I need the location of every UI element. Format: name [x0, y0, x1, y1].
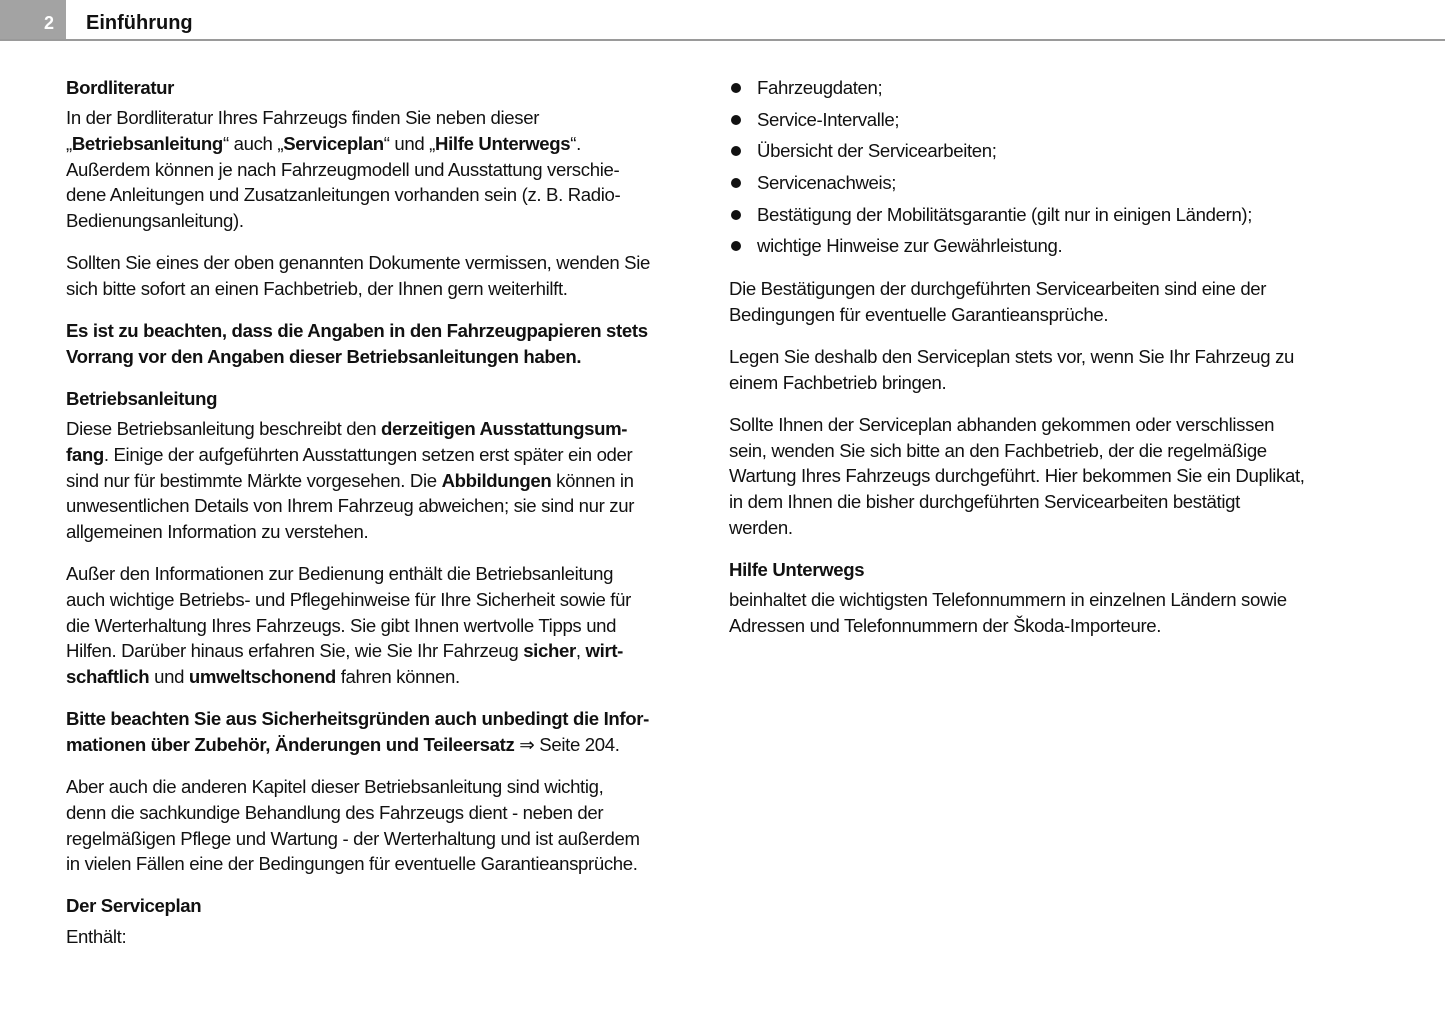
bullet-icon: [731, 178, 741, 188]
text-run: und: [149, 666, 189, 688]
text-run: Enthält:: [66, 925, 127, 947]
list-item: [729, 170, 1419, 202]
bold-text: Hilfe Unterwegs: [435, 132, 571, 154]
text-run: Sollten Sie eines der oben genannten Dokumente vermissen, wenden Sie sich bitte sofort an einen Fachbetrieb, der Ihnen gern weiterhilft.: [66, 252, 650, 299]
section-heading: Betriebsanleitung: [66, 388, 218, 410]
paragraph: [66, 924, 696, 950]
text-run: beinhaltet die wichtigsten Telefonnummern in einzelnen Ländern sowie Adressen und Telefonnummern der Škoda-Importeure.: [729, 589, 1287, 636]
list-item: [729, 75, 1419, 107]
list-item: [729, 233, 1419, 265]
page-number: 2: [44, 13, 55, 33]
bullet-icon: [731, 83, 741, 93]
paragraph: [729, 587, 1419, 638]
text-run: ⇒ Seite 204.: [514, 733, 620, 755]
chapter-title: Einführung: [86, 12, 193, 34]
right-column: [729, 75, 1419, 655]
paragraph: [66, 774, 696, 877]
text-run: fahren können.: [335, 666, 460, 688]
list-item: [729, 202, 1419, 234]
paragraph: [66, 318, 696, 369]
bullet-icon: [731, 241, 741, 251]
bold-text: Abbildungen: [441, 469, 552, 491]
list-item-text: Service-Intervalle;: [757, 108, 900, 130]
text-run: ,: [575, 640, 586, 662]
paragraph: [66, 416, 696, 545]
list-item-text: Übersicht der Servicearbeiten;: [757, 140, 997, 162]
list-item-text: Bestätigung der Mobilitätsgarantie (gilt nur in einigen Ländern);: [757, 203, 1253, 225]
right-column-text: [729, 276, 1419, 638]
service-plan-contents-list: [729, 75, 1419, 265]
bold-text: Es ist zu beachten, dass die Angaben in den Fahrzeugpapieren stets Vorrang vor den Angaben dieser Betriebsanleitungen haben.: [66, 320, 648, 367]
text-run: Sollte Ihnen der Serviceplan abhanden gekommen oder verschlissen sein, wenden Sie sich bitte an den Fachbetrieb, der die regelmäßige Wartung Ihres Fahrzeugs durchgeführt. Hier bekommen Sie ein Duplikat, in dem Ihnen die bisher durchgeführten Servicearbeiten bestätigt werden.: [729, 413, 1305, 538]
paragraph: [66, 706, 696, 757]
paragraph: [66, 250, 696, 301]
text-run: Diese Betriebsanleitung beschreibt den: [66, 418, 382, 440]
bold-text: wirt- schaftlich: [66, 640, 624, 688]
list-item-text: Fahrzeugdaten;: [757, 77, 883, 98]
bullet-icon: [731, 115, 741, 125]
text-run: Die Bestätigungen der durchgeführten Servicearbeiten sind eine der Bedingungen für eventuelle Garantieansprüche.: [729, 278, 1267, 325]
text-run: können in unwesentlichen Details von Ihrem Fahrzeug abweichen; sie sind nur zur allgemeinen Information zu verstehen.: [66, 469, 635, 543]
paragraph: [729, 412, 1419, 541]
text-run: Außer den Informationen zur Bedienung enthält die Betriebsanleitung auch wichtige Betriebs- und Pflegehinweise für Ihre Sicherheit sowie für die Werterhaltung Ihres Fahrzeugs. Sie gibt Ihnen wertvolle Tipps und Hilfen. Darüber hinaus erfahren Sie, wie Sie Ihr Fahrzeug: [66, 563, 631, 662]
section-heading: Der Serviceplan: [66, 895, 202, 917]
list-item-text: Servicenachweis;: [757, 172, 897, 194]
section-heading: Hilfe Unterwegs: [729, 558, 865, 580]
text-run: “ auch „: [222, 132, 284, 154]
section-heading: Bordliteratur: [66, 77, 175, 98]
paragraph: [729, 344, 1419, 395]
bold-text: Betriebsanleitung: [71, 132, 223, 154]
list-item: [729, 138, 1419, 170]
bold-text: Serviceplan: [283, 132, 384, 154]
bullet-icon: [731, 146, 741, 156]
bullet-icon: [731, 210, 741, 220]
bold-text: Bitte beachten Sie aus Sicherheitsgründen auch unbedingt die Infor- mationen über Zubehör, Änderungen und Teileersatz: [66, 708, 649, 755]
text-run: In der Bordliteratur Ihres Fahrzeugs finden Sie neben dieser „: [66, 107, 540, 154]
text-run: “ und „: [383, 132, 436, 154]
bold-text: sicher: [523, 640, 576, 662]
bold-text: derzeitigen Ausstattungsum- fang: [66, 418, 628, 465]
text-run: . Einige der aufgeführten Ausstattungen setzen erst später ein oder sind nur für bestimmte Märkte vorgesehen. Die: [66, 443, 633, 491]
left-column: [66, 75, 696, 966]
paragraph: [729, 276, 1419, 327]
list-item: [729, 107, 1419, 139]
list-item-text: wichtige Hinweise zur Gewährleistung.: [757, 235, 1063, 257]
header-rule: [0, 39, 1445, 41]
text-run: Aber auch die anderen Kapitel dieser Betriebsanleitung sind wichtig, denn die sachkundige Behandlung des Fahrzeugs dient - neben der regelmäßigen Pflege und Wartung - der Werterhaltung und ist außerdem in vielen Fällen eine der Bedingungen für eventuelle Garantieansprüche.: [66, 776, 640, 875]
paragraph: [66, 561, 696, 690]
text-run: Legen Sie deshalb den Serviceplan stets vor, wenn Sie Ihr Fahrzeug zu einem Fachbetrieb bringen.: [729, 346, 1295, 393]
paragraph: [66, 105, 696, 234]
page-number-box: [0, 0, 66, 39]
text-run: “. Außerdem können je nach Fahrzeugmodell und Ausstattung verschie- dene Anleitungen und Zusatzanleitungen vorhanden sein (z. B. Radio- Bedienungsanleitung).: [66, 132, 621, 232]
bold-text: umweltschonend: [188, 666, 336, 688]
